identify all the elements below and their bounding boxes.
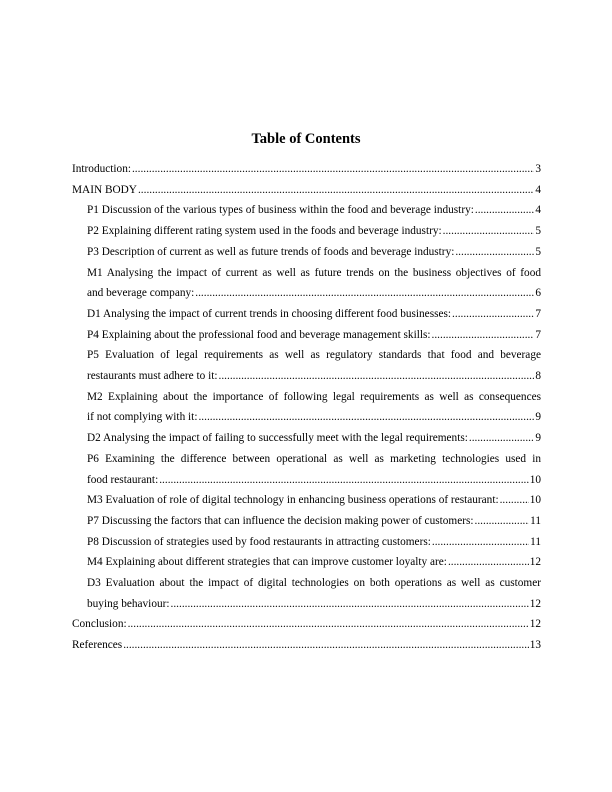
toc-entry-text: M1 Analysing the impact of current as well as future trends on the business objectives of food xyxy=(87,266,541,279)
dot-leader xyxy=(171,594,529,615)
toc-entry-text: P4 Explaining about the professional food and beverage management skills: xyxy=(87,328,431,341)
dot-leader xyxy=(455,242,534,263)
dot-leader xyxy=(132,159,534,180)
toc-entry-p3[interactable] xyxy=(72,242,541,263)
dot-leader xyxy=(128,614,529,635)
dot-leader xyxy=(432,532,529,553)
toc-entry-p8[interactable] xyxy=(72,532,541,553)
toc-entry-conclusion[interactable] xyxy=(72,614,541,635)
toc-page-number: 4 xyxy=(535,183,541,196)
toc-page-number: 7 xyxy=(535,328,541,341)
toc-page-number: 12 xyxy=(529,597,541,610)
toc-entry-text: P7 Discussing the factors that can influence the decision making power of customers: xyxy=(87,514,474,527)
toc-title: Table of Contents xyxy=(251,131,361,147)
toc-entry-d3[interactable] xyxy=(72,573,541,614)
toc-entry-p2[interactable] xyxy=(72,221,541,242)
toc-entry-text: D2 Analysing the impact of failing to successfully meet with the legal requirements: xyxy=(87,432,468,445)
dot-leader xyxy=(500,490,529,511)
toc-entry-m2[interactable] xyxy=(72,387,541,428)
toc-entry-text: P8 Discussion of strategies used by food restaurants in attracting customers: xyxy=(87,535,431,548)
toc-entry-p4[interactable] xyxy=(72,325,541,346)
toc-entry-text: P3 Description of current as well as future trends of foods and beverage industry: xyxy=(87,245,455,258)
toc-entry-introduction[interactable] xyxy=(72,159,541,180)
toc-entry-m3[interactable] xyxy=(72,490,541,511)
dot-leader xyxy=(443,221,535,242)
toc-entry-text: Introduction: xyxy=(72,163,131,175)
toc-entry-p5[interactable] xyxy=(72,345,541,386)
dot-leader xyxy=(195,283,534,304)
toc-entry-text: M4 Explaining about different strategies that can improve customer loyalty are: xyxy=(87,556,447,569)
toc-entry-text: D1 Analysing the impact of current trends in choosing different food businesses: xyxy=(87,307,452,320)
toc-page-number: 9 xyxy=(535,411,541,424)
dot-leader xyxy=(219,366,535,387)
toc-page-number: 11 xyxy=(530,535,541,548)
toc-entry-text: D3 Evaluation about the impact of digital technologies on both operations as well as customer xyxy=(87,577,541,590)
toc-page-number: 10 xyxy=(529,494,541,507)
toc-page-number: 3 xyxy=(535,163,541,175)
toc-entry-text: P6 Examining the difference between operational as well as marketing technologies used in xyxy=(87,452,541,465)
toc-entry-text-cont: buying behaviour: xyxy=(87,597,170,610)
toc-entry-m1[interactable] xyxy=(72,263,541,304)
toc-page-number: 4 xyxy=(535,204,541,217)
dot-leader xyxy=(475,511,530,532)
toc-page-number: 5 xyxy=(535,245,541,258)
toc-entry-text: P1 Discussion of the various types of business within the food and beverage industry: xyxy=(87,204,474,217)
toc-entry-text-cont: food restaurant: xyxy=(87,473,159,486)
toc-page-number: 5 xyxy=(535,225,541,238)
toc-entry-text: P5 Evaluation of legal requirements as well as regulatory standards that food and beverage xyxy=(87,349,541,362)
dot-leader xyxy=(475,200,534,221)
toc-page-number: 13 xyxy=(529,639,541,652)
toc-page-number: 9 xyxy=(535,432,541,445)
toc-page-number: 6 xyxy=(535,287,541,300)
toc-entry-main-body[interactable] xyxy=(72,180,541,201)
toc-entry-text: Conclusion: xyxy=(72,618,127,631)
toc-entry-text: M3 Evaluation of role of digital technology in enhancing business operations of restaurant: xyxy=(87,494,499,507)
toc-entry-p1[interactable] xyxy=(72,200,541,221)
toc-entry-text: M2 Explaining about the importance of following legal requirements as well as consequences xyxy=(87,390,541,403)
dot-leader xyxy=(452,304,534,325)
table-of-contents xyxy=(72,159,541,656)
toc-page-number: 10 xyxy=(529,473,541,486)
toc-entry-text-cont: if not complying with it: xyxy=(87,411,198,424)
toc-entry-text: MAIN BODY xyxy=(72,183,137,196)
toc-entry-d2[interactable] xyxy=(72,428,541,449)
toc-page-number: 7 xyxy=(535,307,541,320)
toc-page-number: 8 xyxy=(535,370,541,383)
dot-leader xyxy=(159,470,528,491)
dot-leader xyxy=(198,407,534,428)
toc-entry-references[interactable] xyxy=(72,635,541,656)
toc-page-number: 12 xyxy=(529,618,541,631)
toc-page-number: 12 xyxy=(529,556,541,569)
toc-entry-text: References xyxy=(72,639,123,652)
toc-entry-text: P2 Explaining different rating system used in the foods and beverage industry: xyxy=(87,225,442,238)
toc-entry-text-cont: restaurants must adhere to it: xyxy=(87,370,218,383)
toc-entry-d1[interactable] xyxy=(72,304,541,325)
dot-leader xyxy=(469,428,534,449)
toc-page-number: 11 xyxy=(530,514,541,527)
dot-leader xyxy=(123,635,529,656)
dot-leader xyxy=(448,552,529,573)
toc-entry-p6[interactable] xyxy=(72,449,541,490)
toc-entry-m4[interactable] xyxy=(72,552,541,573)
toc-entry-text-cont: and beverage company: xyxy=(87,287,195,300)
dot-leader xyxy=(138,180,534,201)
dot-leader xyxy=(432,325,535,346)
toc-entry-p7[interactable] xyxy=(72,511,541,532)
